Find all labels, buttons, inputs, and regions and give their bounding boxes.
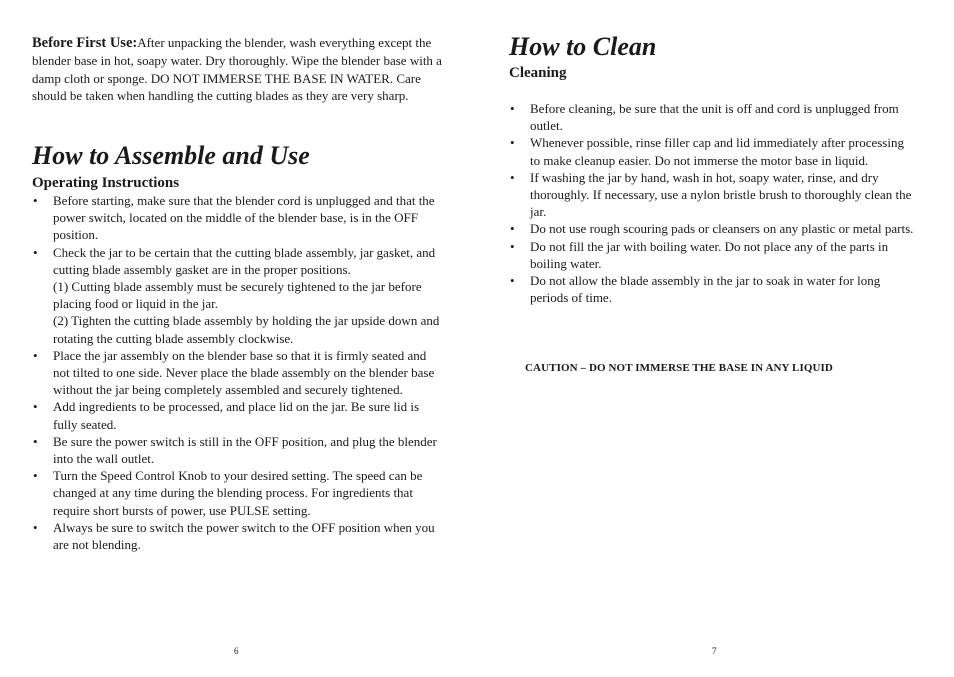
list-item-text: Be sure the power switch is still in the OFF position, and plug the blender into the wall outlet. <box>53 433 437 467</box>
list-item-text: Always be sure to switch the power switch to the OFF position when you are not blending. <box>53 519 435 553</box>
list-item-text: Check the jar to be certain that the cutting blade assembly, jar gasket, and cutting blade assembly gasket are in the proper positions. <box>53 244 436 277</box>
list-item <box>32 398 442 432</box>
assemble-and-use-title: How to Assemble and Use <box>32 141 310 170</box>
list-item <box>32 519 442 553</box>
bullet-icon: • <box>510 238 515 254</box>
cleaning-heading: Cleaning <box>509 65 567 81</box>
before-first-use-text: After unpacking the blender, wash everything except the blender base in hot, soapy water. Dry thoroughly. Wipe the blender base with a damp cloth or sponge. DO NOT IMMERSE THE BASE IN WATER. Care should be taken when handling the cutting blades as they are very sharp. <box>32 35 442 104</box>
bullet-icon: • <box>510 135 515 151</box>
before-first-use-label: Before First Use: <box>32 35 138 51</box>
list-item-text: Do not use rough scouring pads or cleansers on any plastic or metal parts. <box>530 221 914 237</box>
list-item <box>509 169 914 221</box>
list-item-text: If washing the jar by hand, wash in hot, soapy water, rinse, and dry thoroughly. If necessary, use a nylon bristle brush to thoroughly clean the jar. <box>530 169 912 220</box>
bullet-icon: • <box>33 433 38 449</box>
before-first-use-paragraph <box>32 34 452 105</box>
list-item-text: Turn the Speed Control Knob to your desired setting. The speed can be changed at any time during the blending process. For ingredients that require short bursts of power, use PULSE setting. <box>53 468 423 518</box>
bullet-icon: • <box>33 347 38 363</box>
list-item <box>32 192 442 244</box>
bullet-icon: • <box>33 399 38 415</box>
caution-notice: CAUTION – DO NOT IMMERSE THE BASE IN ANY LIQUID <box>525 362 833 374</box>
bullet-icon: • <box>510 221 515 237</box>
list-item-text: Add ingredients to be processed, and place lid on the jar. Be sure lid is fully seated. <box>53 399 420 432</box>
bullet-icon: • <box>510 273 515 289</box>
bullet-icon: • <box>33 468 38 484</box>
list-item <box>509 100 914 134</box>
list-item-text: Whenever possible, rinse filler cap and lid immediately after processing to make cleanup easier. Do not immerse the motor base in liquid. <box>530 135 904 168</box>
page-number-left: 6 <box>234 646 239 656</box>
list-item-text: Before starting, make sure that the blender cord is unplugged and that the power switch, located on the middle of the blender base, is in the OFF position. <box>53 193 435 243</box>
bullet-icon: • <box>33 193 38 208</box>
list-item-text: Before cleaning, be sure that the unit is off and cord is unplugged from outlet. <box>530 101 899 134</box>
list-item <box>32 433 442 467</box>
list-item-text: Place the jar assembly on the blender base so that it is firmly seated and not tilted to one side. Never place the blade assembly on the blender base without the jar being completely assembled and securely tightened. <box>53 347 435 398</box>
page-number-right: 7 <box>712 646 717 656</box>
bullet-icon: • <box>33 519 38 535</box>
bullet-icon: • <box>510 101 515 116</box>
list-item-subparagraph: (2) Tighten the cutting blade assembly by holding the jar upside down and rotating the cutting blade assembly clockwise. <box>53 313 440 346</box>
operating-instructions-list <box>32 192 442 553</box>
operating-instructions-heading: Operating Instructions <box>32 175 180 191</box>
list-item <box>509 272 914 306</box>
list-item-subparagraph: (1) Cutting blade assembly must be securely tightened to the jar before placing food or liquid in the jar. <box>53 279 422 312</box>
list-item <box>509 134 914 168</box>
bullet-icon: • <box>510 169 515 185</box>
list-item <box>32 467 442 519</box>
cleaning-instructions-list <box>509 100 914 306</box>
list-item <box>509 238 914 272</box>
list-item-text: Do not fill the jar with boiling water. Do not place any of the parts in boiling water. <box>530 238 889 271</box>
how-to-clean-title: How to Clean <box>509 32 657 61</box>
bullet-icon: • <box>33 244 38 260</box>
list-item-text: Do not allow the blade assembly in the jar to soak in water for long periods of time. <box>530 273 881 306</box>
list-item <box>32 244 442 347</box>
list-item <box>32 347 442 399</box>
list-item <box>509 220 914 237</box>
